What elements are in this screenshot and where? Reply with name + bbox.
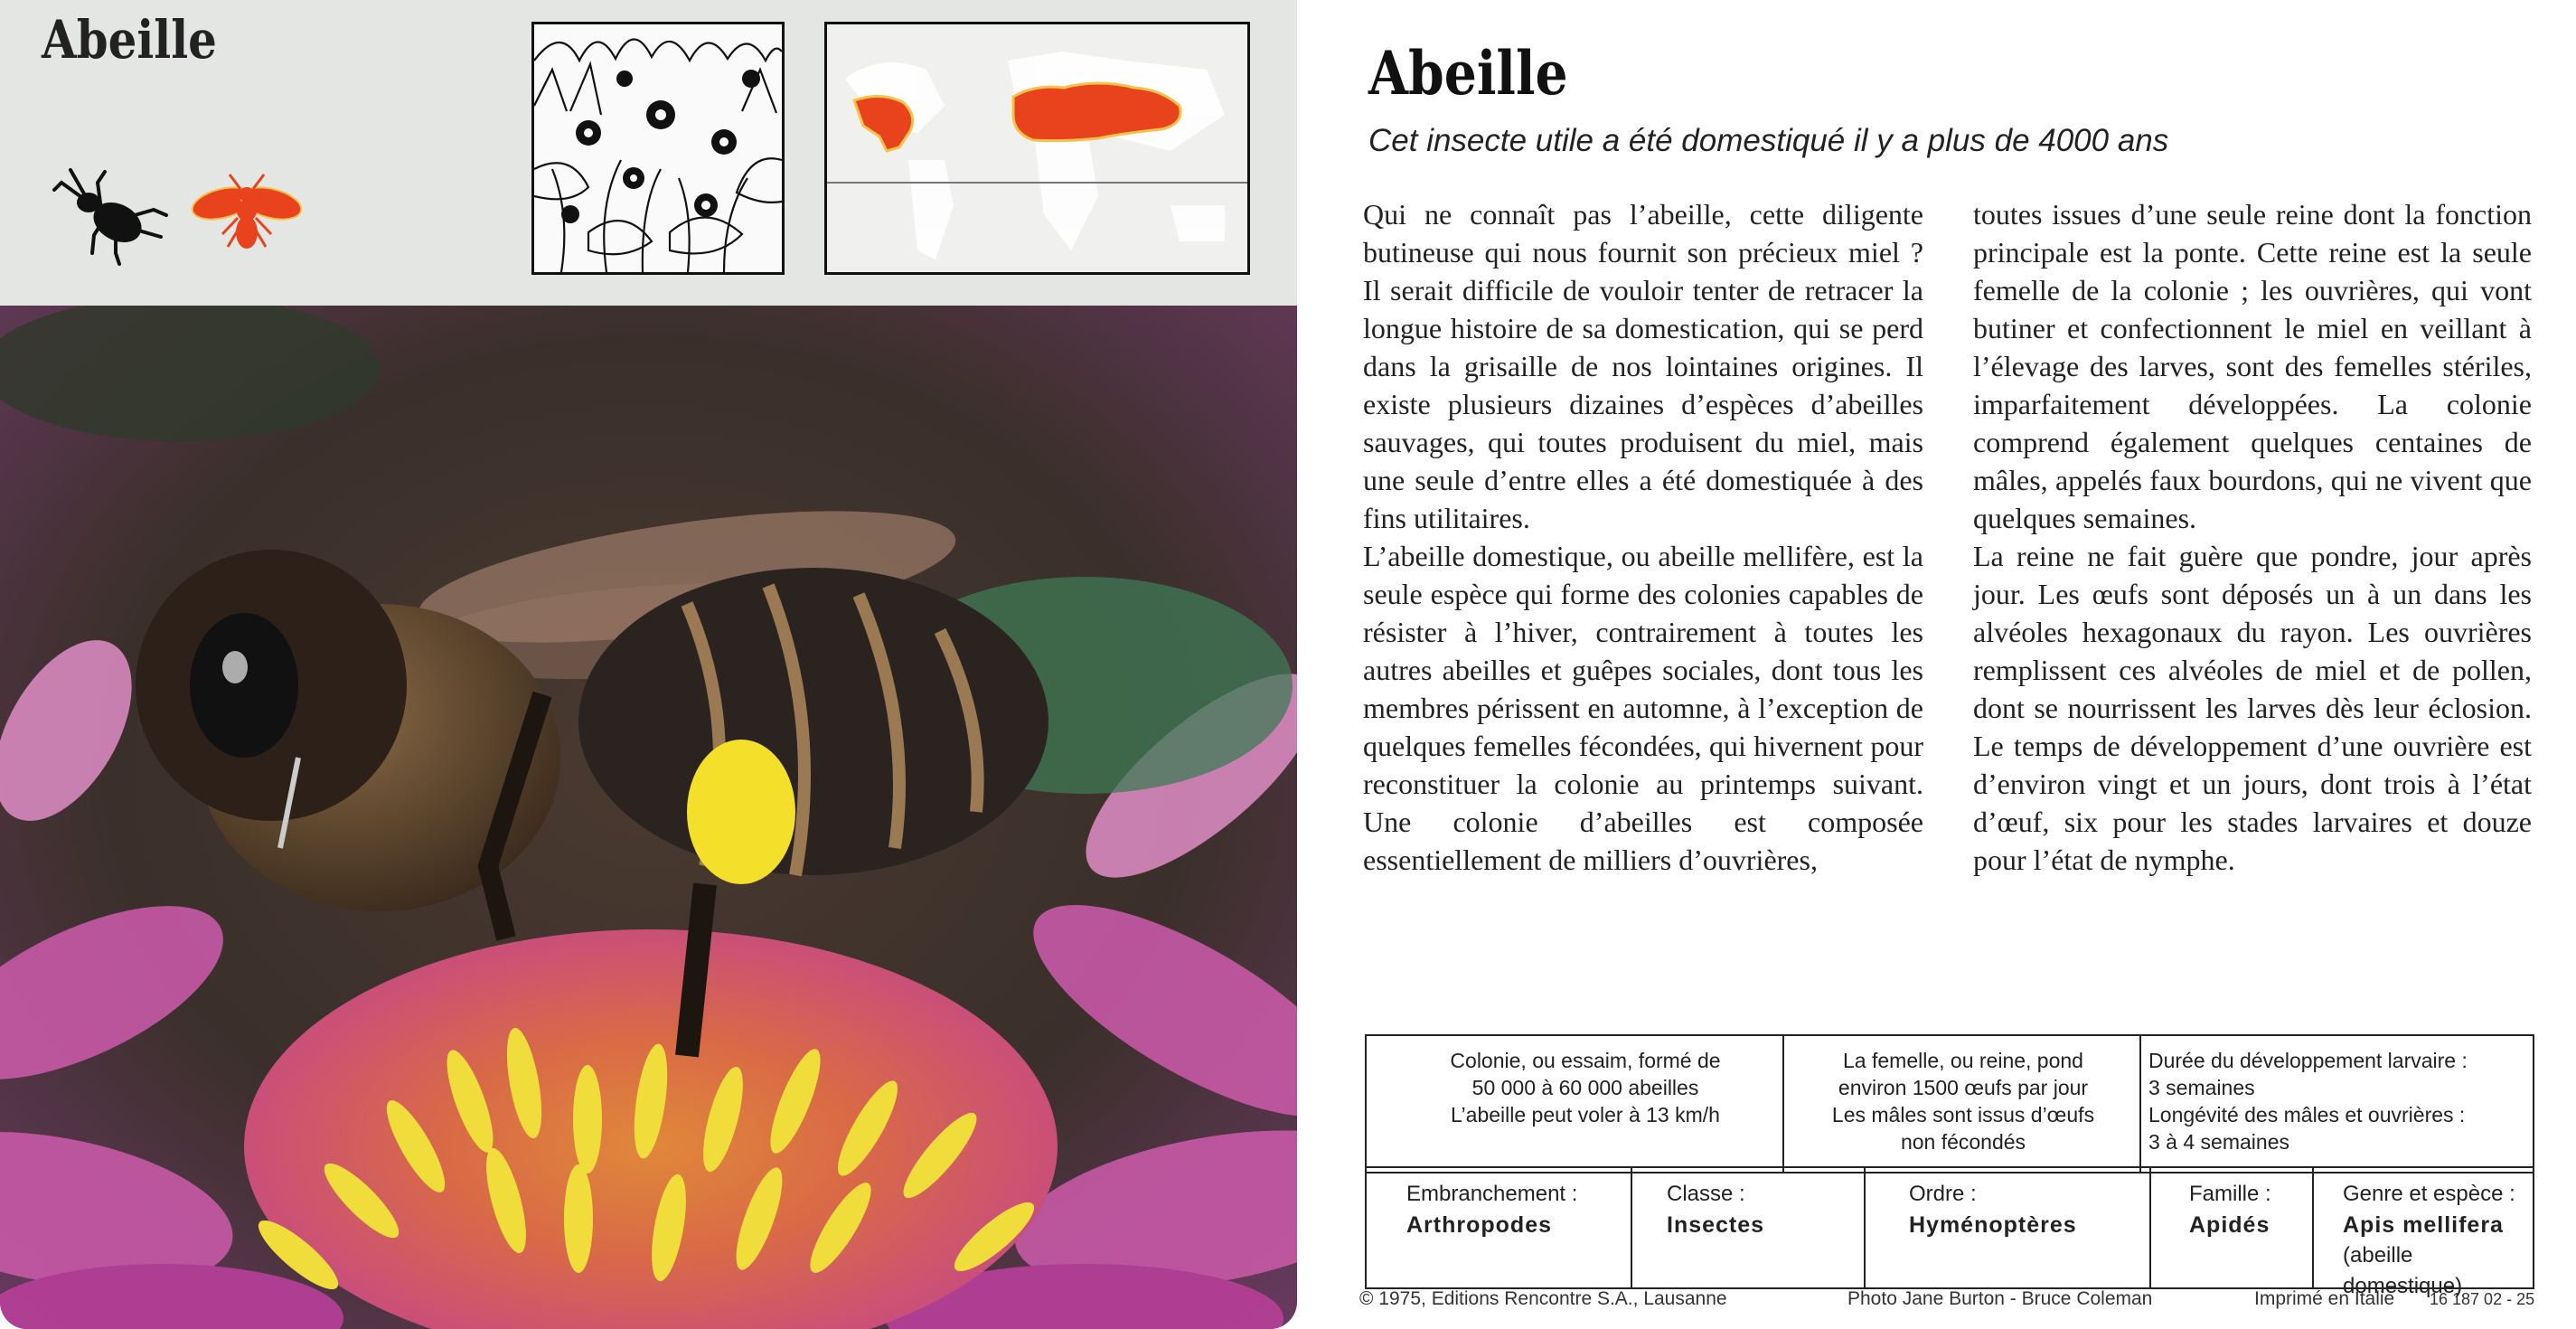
fact-development (2148, 1047, 2528, 1155)
paragraph: toutes issues d’une seule reine dont la fonction principale est la ponte. Cette reine est la seule femelle de la colonie ; les ouvrières, qui vont butiner et confectionnent le miel en veillant à l’élevage des larves, sont des femelles stériles, imparfaitement développées. La colonie comprend également quelques centaines de mâles, appelés faux bourdons, qui ne vivent que quelques semaines. (1973, 198, 2532, 534)
fact-line: Longévité des mâles et ouvrières : (2148, 1103, 2466, 1126)
divider (2312, 1168, 2314, 1287)
fact-line: Durée du développement larvaire : (2148, 1049, 2468, 1072)
taxon-label: Famille : (2189, 1182, 2271, 1206)
fact-line: L’abeille peut voler à 13 km/h (1451, 1103, 1720, 1126)
card-title: Abeille (42, 9, 217, 71)
taxon-value: Arthropodes (1406, 1212, 1552, 1238)
taxon-value: Insectes (1667, 1212, 1765, 1238)
fact-line: 3 à 4 semaines (2148, 1130, 2289, 1154)
fact-line: 50 000 à 60 000 abeilles (1471, 1076, 1699, 1099)
taxon-label: Genre et espèce : (2343, 1182, 2515, 1206)
fact-line: environ 1500 œufs par jour (1838, 1076, 2089, 1099)
paragraph: L’abeille domestique, ou abeille mellifère, est la seule espèce qui forme des colonies capables de résister à l’hiver, contrairement à toutes les autres abeilles et guêpes sociales, dont tous les membres périssent en automne, à l’exception de quelques femelles fécondées, qui hivernent pour reconstituer la colonie au printemps suivant. Une colonie d’abeilles est composée essentiellement de milliers d’ouvrières, (1363, 540, 1923, 876)
print-origin: Imprimé en Italie (2254, 1288, 2395, 1309)
fact-line: non fécondés (1900, 1130, 2026, 1154)
world-map (827, 24, 1247, 272)
habitat-illustration (531, 22, 785, 275)
divider (1864, 1168, 1866, 1287)
taxon-classe (1667, 1179, 1764, 1240)
taxon-label: Classe : (1667, 1182, 1745, 1206)
fact-line: Les mâles sont issus d’œufs (1831, 1103, 2095, 1126)
fact-line: 3 semaines (2148, 1076, 2255, 1099)
taxon-value: Hyménoptères (1909, 1212, 2077, 1238)
paragraph: La reine ne fait guère que pondre, jour après jour. Les œufs sont déposés un à un dans les alvéoles hexagonaux du rayon. Les ouvrières remplissent ces alvéoles de miel et de pollen, dont se nourrissent les larves dès leur éclosion. Le temps de développement d’une ouvrière est d’environ vingt et un jours, dont trois à l’état d’œuf, six pour les stades larvaires et douze pour l’état de nymphe. (1973, 540, 2532, 876)
fact-colony (1396, 1047, 1775, 1128)
taxon-embranchement (1406, 1179, 1577, 1240)
card-title: Abeille (1368, 38, 1568, 108)
divider (1631, 1168, 1632, 1287)
map-divider (827, 182, 1247, 184)
taxon-ordre (1909, 1179, 2077, 1240)
bee-photograph (0, 306, 1297, 1329)
taxon-label: Ordre : (1909, 1182, 1977, 1206)
card-code: 16 187 02 - 25 (2430, 1290, 2535, 1308)
divider (2139, 1036, 2141, 1172)
taxon-label: Embranchement : (1406, 1182, 1578, 1206)
copyright: © 1975, Editions Rencontre S.A., Lausanne (1359, 1288, 1727, 1309)
card-footer (1359, 1288, 2534, 1315)
fact-line: Colonie, ou essaim, formé de (1450, 1049, 1721, 1072)
taxonomy-box (1365, 1166, 2534, 1298)
taxon-famille (2189, 1179, 2271, 1240)
fact-line: La femelle, ou reine, pond (1843, 1049, 2083, 1072)
taxon-value: Apis mellifera (2343, 1212, 2504, 1238)
distribution-map (824, 22, 1250, 275)
facts-box (1365, 1034, 2534, 1173)
taxon-note: (abeille domestique) (2343, 1243, 2463, 1298)
taxon-genre (2343, 1179, 2533, 1302)
text-column-right (1973, 195, 2532, 879)
beetle-icon (52, 163, 170, 269)
text-column-left (1363, 195, 1923, 879)
photo-credit: Photo Jane Burton - Bruce Coleman (1847, 1288, 2153, 1309)
paragraph: Qui ne connaît pas l’abeille, cette diligente butineuse qui nous fournit son précieux miel ? Il serait difficile de vouloir tenter de retracer la longue histoire de sa domestication, qui se perd dans la grisaille de nos lointaines origines. Il existe plusieurs dizaines d’espèces d’abeilles sauvages, qui toutes produisent du miel, mais une seule d’entre elles a été domestiquée à des fins utilitaires. (1363, 198, 1923, 534)
fact-queen (1787, 1047, 2139, 1155)
divider (2149, 1168, 2151, 1287)
bee-icon (188, 167, 306, 258)
divider (1782, 1036, 1784, 1172)
card-subtitle: Cet insecte utile a été domestiqué il y a plus de 4000 ans (1368, 123, 2169, 158)
taxon-value: Apidés (2189, 1212, 2270, 1238)
